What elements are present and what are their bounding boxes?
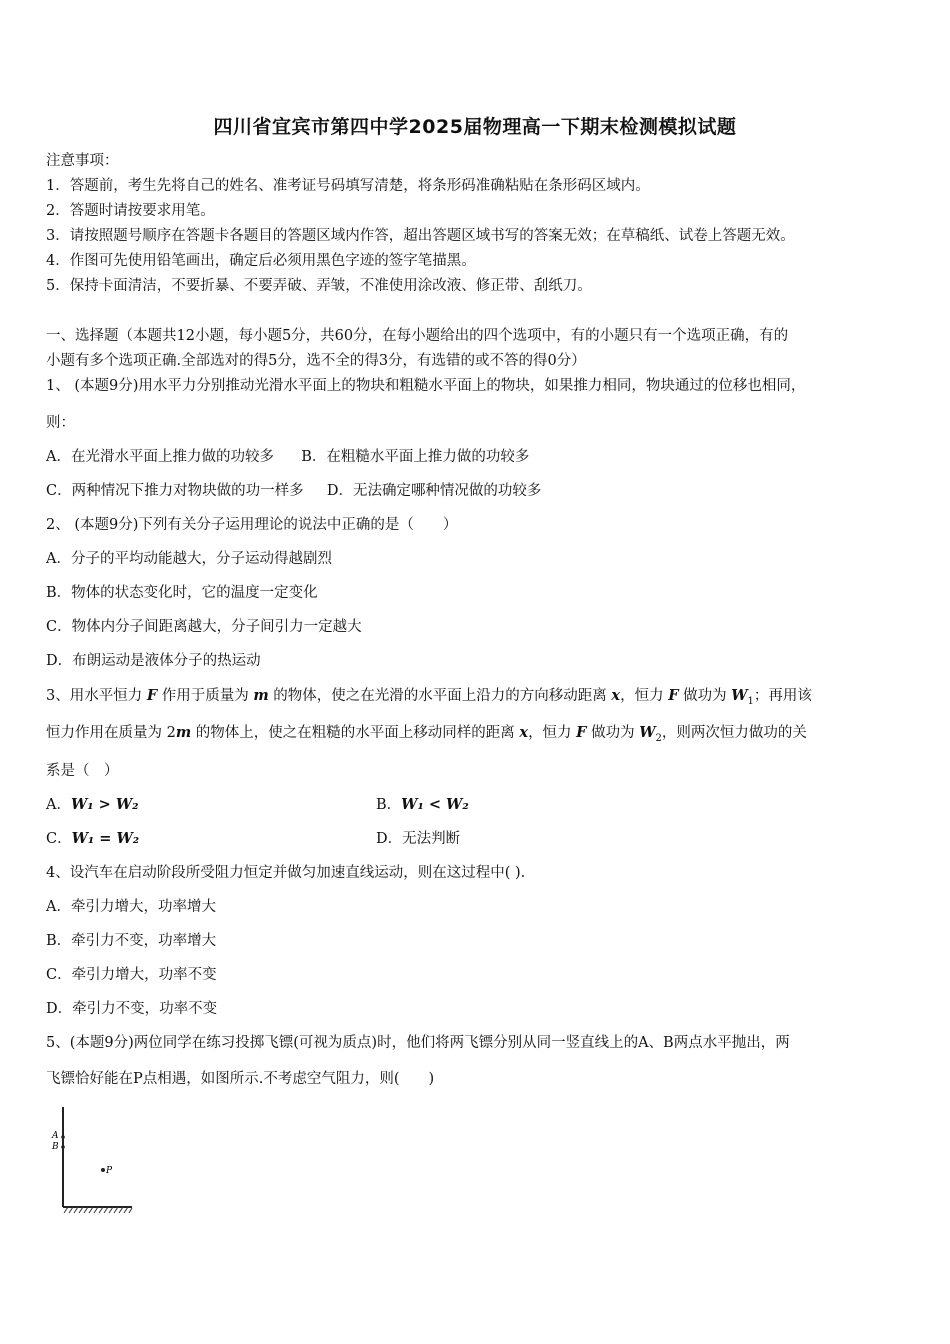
q3-text: ，则两次恒力做功的关 xyxy=(661,725,807,741)
question-1-options-row2 xyxy=(46,481,541,501)
q2-option-a: A．分子的平均动能越大，分子运动得越剧烈 xyxy=(46,551,332,567)
q3-text: ，恒力 xyxy=(620,688,669,704)
point-b-marker xyxy=(61,1145,65,1149)
q3-text: 做功为 xyxy=(678,688,732,704)
q1-option-b: B．在粗糙水平面上推力做的功较多 xyxy=(301,449,530,465)
q3-text: 恒力作用在质量为 2 xyxy=(46,725,176,741)
label-p: P xyxy=(106,1166,113,1176)
q4-option-a: A．牵引力增大，功率增大 xyxy=(46,899,216,915)
notice-item: 2．答题时请按要求用笔。 xyxy=(46,203,215,219)
q3-symbol: x xyxy=(519,724,529,741)
section-heading-cont: 小题有多个选项正确.全部选对的得5分，选不全的得3分，有选错的或不答的得0分） xyxy=(46,353,586,369)
q4-option-c: C．牵引力增大，功率不变 xyxy=(46,967,217,983)
notice-item: 5．保持卡面清洁，不要折暴、不要弄破、弄皱，不准使用涂改液、修正带、刮纸刀。 xyxy=(46,278,592,294)
notice-heading: 注意事项： xyxy=(46,153,119,169)
question-4-stem: 4、设汽车在启动阶段所受阻力恒定并做匀加速直线运动，则在这过程中( ). xyxy=(46,865,526,881)
q3-option-a: W₁ > W₂ xyxy=(70,796,139,813)
q4-option-b: B．牵引力不变，功率增大 xyxy=(46,933,217,949)
question-1-stem-cont: 则： xyxy=(46,415,75,431)
question-5-stem-cont: 飞镖恰好能在P点相遇，如图所示.不考虑空气阻力，则( ) xyxy=(46,1071,435,1087)
q3-symbol: F xyxy=(576,724,587,741)
notice-item: 3．请按照题号顺序在答题卡各题目的答题区域内作答，超出答题区域书写的答案无效；在草稿纸、试卷上答题无效。 xyxy=(46,228,795,244)
q3-text: ，恒力 xyxy=(528,725,577,741)
dart-diagram xyxy=(50,1105,140,1217)
q3-symbol: m xyxy=(175,724,192,741)
q3-subscript: 1 xyxy=(747,695,754,707)
q3-symbol: W xyxy=(639,724,656,741)
q2-option-c: C．物体内分子间距离越大，分子间引力一定越大 xyxy=(46,619,362,635)
q3-option-c: W₁ = W₂ xyxy=(71,830,140,847)
q3-text: ；再用该 xyxy=(753,688,812,704)
dart-figure xyxy=(50,1105,140,1221)
q3-option-c-label: C． xyxy=(46,831,72,847)
q3-text: 的物体上，使之在粗糙的水平面上移动同样的距离 xyxy=(191,725,520,741)
q3-option-a-label: A． xyxy=(46,797,71,813)
question-2-stem: 2、 (本题9分)下列有关分子运用理论的说法中正确的是（ ） xyxy=(46,517,458,533)
q2-option-b: B．物体的状态变化时，它的温度一定变化 xyxy=(46,585,318,601)
point-p-marker xyxy=(101,1168,105,1172)
question-3-stem-cont xyxy=(46,723,807,749)
question-3-stem xyxy=(46,686,812,712)
section-heading: 一、选择题（本题共12小题，每小题5分，共60分，在每小题给出的四个选项中，有的小题只有一个选项正确，有的 xyxy=(46,328,789,344)
point-a-marker xyxy=(61,1135,65,1139)
q3-option-b-label: B． xyxy=(376,797,402,813)
label-a: A xyxy=(52,1131,59,1141)
q3-symbol: x xyxy=(611,687,621,704)
question-3-stem-end: 系是（ ） xyxy=(46,763,119,779)
q3-text: 作用于质量为 xyxy=(157,688,254,704)
q3-subscript: 2 xyxy=(655,732,662,744)
q3-symbol: F xyxy=(668,687,679,704)
q3-option-b: W₁ < W₂ xyxy=(401,796,469,813)
q3-text: 3、用水平恒力 xyxy=(46,688,147,704)
question-3-options-row1 xyxy=(46,795,469,815)
q3-text: 做功为 xyxy=(586,725,640,741)
q1-option-c: C．两种情况下推力对物块做的功一样多 xyxy=(46,483,304,499)
label-b: B xyxy=(52,1142,59,1152)
q1-option-a: A．在光滑水平面上推力做的功较多 xyxy=(46,449,274,465)
notice-item: 1．答题前，考生先将自己的姓名、准考证号码填写清楚，将条形码准确粘贴在条形码区域内。 xyxy=(46,178,650,194)
q3-symbol: F xyxy=(146,687,158,704)
q1-option-d: D．无法确定哪种情况做的功较多 xyxy=(326,483,542,499)
q3-symbol: W xyxy=(731,687,748,704)
question-3-options-row2 xyxy=(46,829,461,849)
q4-option-d: D．牵引力不变，功率不变 xyxy=(46,1001,218,1017)
q3-symbol: m xyxy=(253,687,269,704)
question-1-options-row1 xyxy=(46,447,529,467)
question-5-stem: 5、(本题9分)两位同学在练习投掷飞镖(可视为质点)时，他们将两飞镖分别从同一竖直线上的A、B两点水平抛出，两 xyxy=(46,1035,790,1051)
q3-option-d: D．无法判断 xyxy=(376,831,461,847)
notice-item: 4．作图可先使用铅笔画出，确定后必须用黑色字迹的签字笔描黑。 xyxy=(46,253,476,269)
q2-option-d: D．布朗运动是液体分子的热运动 xyxy=(46,653,261,669)
q3-text: 的物体，使之在光滑的水平面上沿力的方向移动距离 xyxy=(268,688,612,704)
page-title: 四川省宜宾市第四中学2025届物理高一下期末检测模拟试题 xyxy=(213,116,737,138)
question-1-stem: 1、 (本题9分)用水平力分别推动光滑水平面上的物块和粗糙水平面上的物块，如果推力相同，物块通过的位移也相同， xyxy=(46,378,806,394)
